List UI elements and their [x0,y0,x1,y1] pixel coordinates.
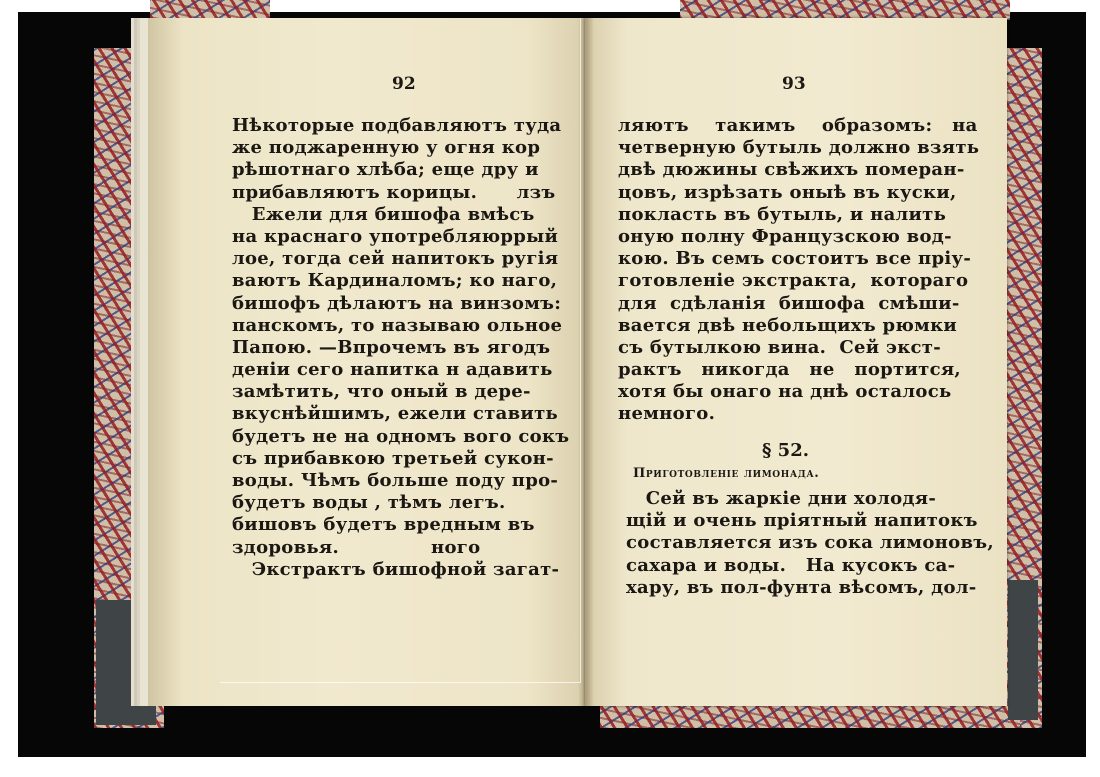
text-line: хару, въ пол-фунта вѣсомъ, дол- [626,576,977,598]
text-line: замѣтить, что оный в дере- [232,381,531,403]
text-line: вкуснѣйшимъ, ежели ставить [232,403,559,425]
text-line: Сей въ жаркіе дни холодя- [626,488,937,509]
text-line: вается двѣ небольщихъ рюмки [618,314,958,336]
text-line: бишофъ дѣлаютъ на винзомъ: [232,292,562,314]
left-page-number: 92 [392,74,416,94]
marbled-cover-top-right [680,0,1010,20]
text-line: хотя бы онаго на днѣ осталось [618,381,952,403]
text-line: двѣ дюжины свѣжихъ померан- [618,159,965,181]
text-line: прибавляютъ корицы. лзъ [232,181,556,203]
text-line: съ бутылкою вина. Сей экст- [618,336,942,358]
text-line: сахара и воды. На кусокъ са- [626,554,956,576]
text-line: Экстрактъ бишофной загат- [232,558,560,580]
marbled-cover-top-left [150,0,270,18]
text-line: составляется изъ сока лимоновъ, [626,532,994,554]
text-line: четверную бутыль должно взять [618,137,980,159]
text-line: бишовъ будетъ вредным въ [232,514,535,536]
text-line: лое, тогда сей напитокъ ругія [232,248,559,270]
right-page-text-top [618,115,979,426]
text-line: на краснаго употребляюррый [232,225,559,247]
text-line: будетъ не на одномъ вого сокъ [232,425,570,447]
right-page-number: 93 [782,74,806,94]
section-title: Приготовленіе лимонада. [633,466,820,481]
marbled-cover-bottom [600,706,1020,728]
text-line: оную полну Французскою вод- [618,225,952,247]
book-gutter [578,18,594,706]
cover-board-right [1008,580,1038,720]
text-line: здоровья. ного [232,536,481,558]
text-line: кою. Въ семъ состоитъ все пріу- [618,248,972,270]
text-line: покласть въ бутыль, и налить [618,203,947,225]
text-line: панскомъ, то называю ольное [232,314,563,336]
right-page-text-bottom [626,488,994,599]
text-line: же поджаренную у огня кор [232,137,541,159]
left-page-text [232,115,569,581]
text-line: ваютъ Кардиналомъ; ко наго, [232,270,558,292]
text-line: для сдѣланія бишофа смѣши- [618,292,960,314]
text-line: ляютъ такимъ образомъ: на [618,115,978,136]
text-line: Ежели для бишофа вмѣсъ [232,203,535,225]
text-line: рактъ никогда не портится, [618,359,962,381]
text-line: немного. [618,403,716,425]
text-line: будетъ воды , тѣмъ легъ. [232,492,506,514]
text-line: рѣшотнаго хлѣба; еще дру и [232,159,539,181]
text-line: цовъ, изрѣзать оныѣ въ куски, [618,181,957,203]
text-line: воды. Чѣмъ больше поду про- [232,470,559,491]
text-line: Папою. —Впрочемъ въ ягодъ [232,336,551,358]
text-line: щій и очень пріятный напитокъ [626,510,978,532]
section-number: § 52. [762,440,809,461]
text-line: деніи сего напитка н адавить [232,359,553,381]
text-line: Нѣкоторые подбавляютъ туда [232,115,562,136]
text-line: готовленіе экстракта, котораго [618,270,969,292]
text-line: съ прибавкою третьей сукон- [232,447,554,469]
